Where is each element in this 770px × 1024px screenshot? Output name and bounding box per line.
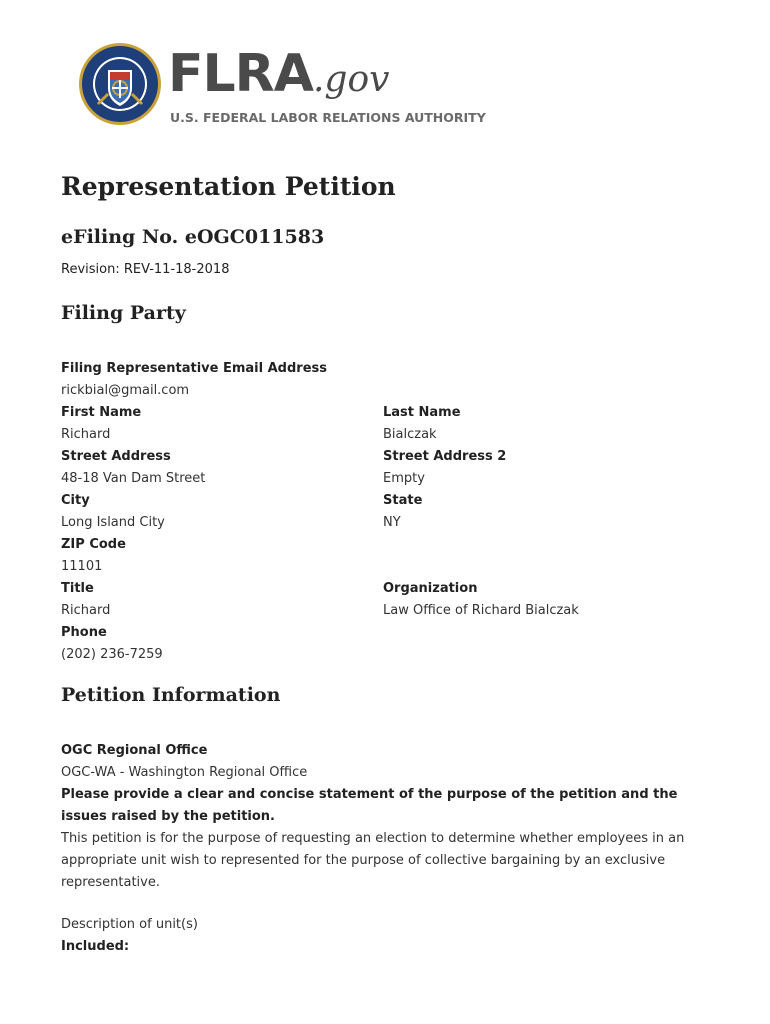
title-label: Title <box>61 581 94 596</box>
last-name-label: Last Name <box>383 405 461 420</box>
document-body <box>61 168 711 958</box>
title-value: Richard <box>61 603 111 618</box>
petition-info-heading: Petition Information <box>61 684 281 706</box>
email-label: Filing Representative Email Address <box>61 361 327 376</box>
state-value: NY <box>383 515 401 530</box>
unit-description-label: Description of unit(s) <box>61 917 198 932</box>
page-title: Representation Petition <box>61 172 396 201</box>
city-label: City <box>61 493 90 508</box>
state-label: State <box>383 493 423 508</box>
street-value: 48-18 Van Dam Street <box>61 471 206 486</box>
petition-info-fields <box>61 740 711 958</box>
first-name-value: Richard <box>61 427 111 442</box>
street-label: Street Address <box>61 449 171 464</box>
city-value: Long Island City <box>61 515 165 530</box>
brand-title <box>168 44 389 104</box>
statement-label: Please provide a clear and concise statement of the purpose of the petition and the issues raised by the petition. <box>61 787 678 824</box>
flra-seal-icon <box>78 42 162 126</box>
regional-office-label: OGC Regional Office <box>61 743 208 758</box>
brand-gov: .gov <box>312 59 390 100</box>
first-name-label: First Name <box>61 405 142 420</box>
included-label: Included: <box>61 939 130 954</box>
organization-label: Organization <box>383 581 478 596</box>
statement-value: This petition is for the purpose of requesting an election to determine whether employees in an appropriate unit wish to represented for the purpose of collective bargaining by an exclusive representative. <box>61 831 685 890</box>
revision-text: Revision: REV-11-18-2018 <box>61 262 230 277</box>
regional-office-value: OGC-WA - Washington Regional Office <box>61 765 308 780</box>
phone-label: Phone <box>61 625 107 640</box>
brand-main: FLRA <box>168 44 313 104</box>
efiling-number: eFiling No. eOGC011583 <box>61 226 325 248</box>
filing-party-fields <box>61 358 711 666</box>
street2-value: Empty <box>383 471 425 486</box>
phone-value: (202) 236-7259 <box>61 647 163 662</box>
zip-value: 11101 <box>61 559 103 574</box>
zip-label: ZIP Code <box>61 537 126 552</box>
organization-value: Law Office of Richard Bialczak <box>383 603 579 618</box>
email-value: rickbial@gmail.com <box>61 383 190 398</box>
brand-subtitle: U.S. FEDERAL LABOR RELATIONS AUTHORITY <box>170 110 486 125</box>
site-header <box>78 42 486 132</box>
street2-label: Street Address 2 <box>383 449 507 464</box>
last-name-value: Bialczak <box>383 427 437 442</box>
filing-party-heading: Filing Party <box>61 302 186 324</box>
